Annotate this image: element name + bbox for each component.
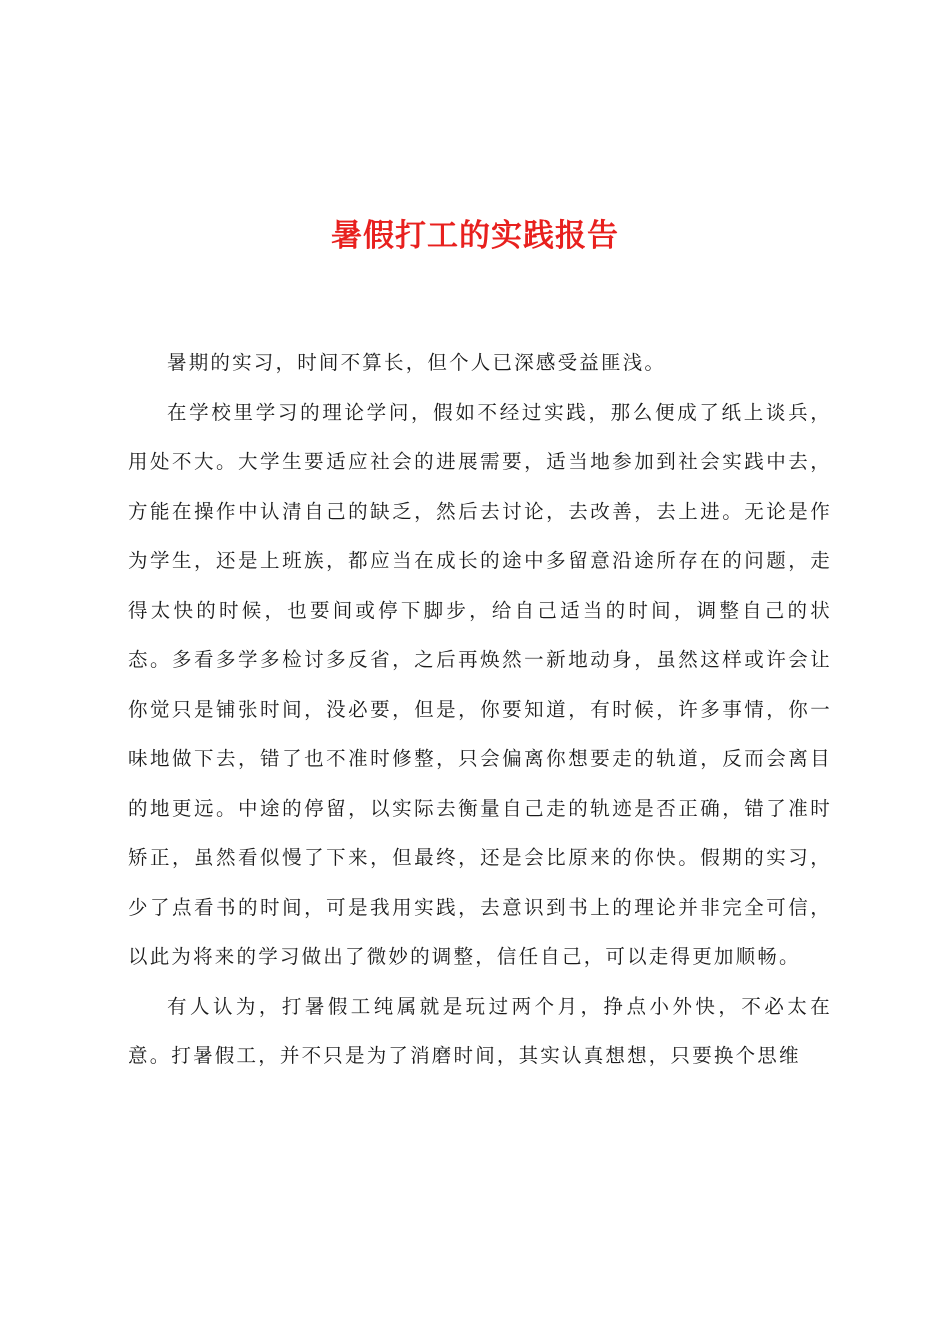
document-title: 暑假打工的实践报告 — [331, 218, 619, 254]
paragraph-2: 在学校里学习的理论学问，假如不经过实践，那么便成了纸上谈兵，用处不大。大学生要适应社会的进展需要，适当地参加到社会实践中去，方能在操作中认清自己的缺乏，然后去讨论，去改善，去上进。无论是作为学生，还是上班族，都应当在成长的途中多留意沿途所存在的问题，走得太快的时候，也要间或停下脚步，给自己适当的时间，调整自己的状态。多看多学多检讨多反省，之后再焕然一新地动身，虽然这样或许会让你觉只是铺张时间，没必要，但是，你要知道，有时候，许多事情，你一味地做下去，错了也不准时修整，只会偏离你想要走的轨道，反而会离目的地更远。中途的停留，以实际去衡量自己走的轨迹是否正确，错了准时矫正，虽然看似慢了下来，但最终，还是会比原来的你快。假期的实习，少了点看书的时间，可是我用实践，去意识到书上的理论并非完全可信，以此为将来的学习做出了微妙的调整，信任自己，可以走得更加顺畅。 — [128, 400, 832, 968]
document-body — [128, 338, 832, 1081]
paragraph-3: 有人认为，打暑假工纯属就是玩过两个月，挣点小外快，不必太在意。打暑假工，并不只是为了消磨时间，其实认真想想，只要换个思维 — [128, 994, 832, 1067]
paragraph-1: 暑期的实习，时间不算长，但个人已深感受益匪浅。 — [167, 351, 667, 374]
